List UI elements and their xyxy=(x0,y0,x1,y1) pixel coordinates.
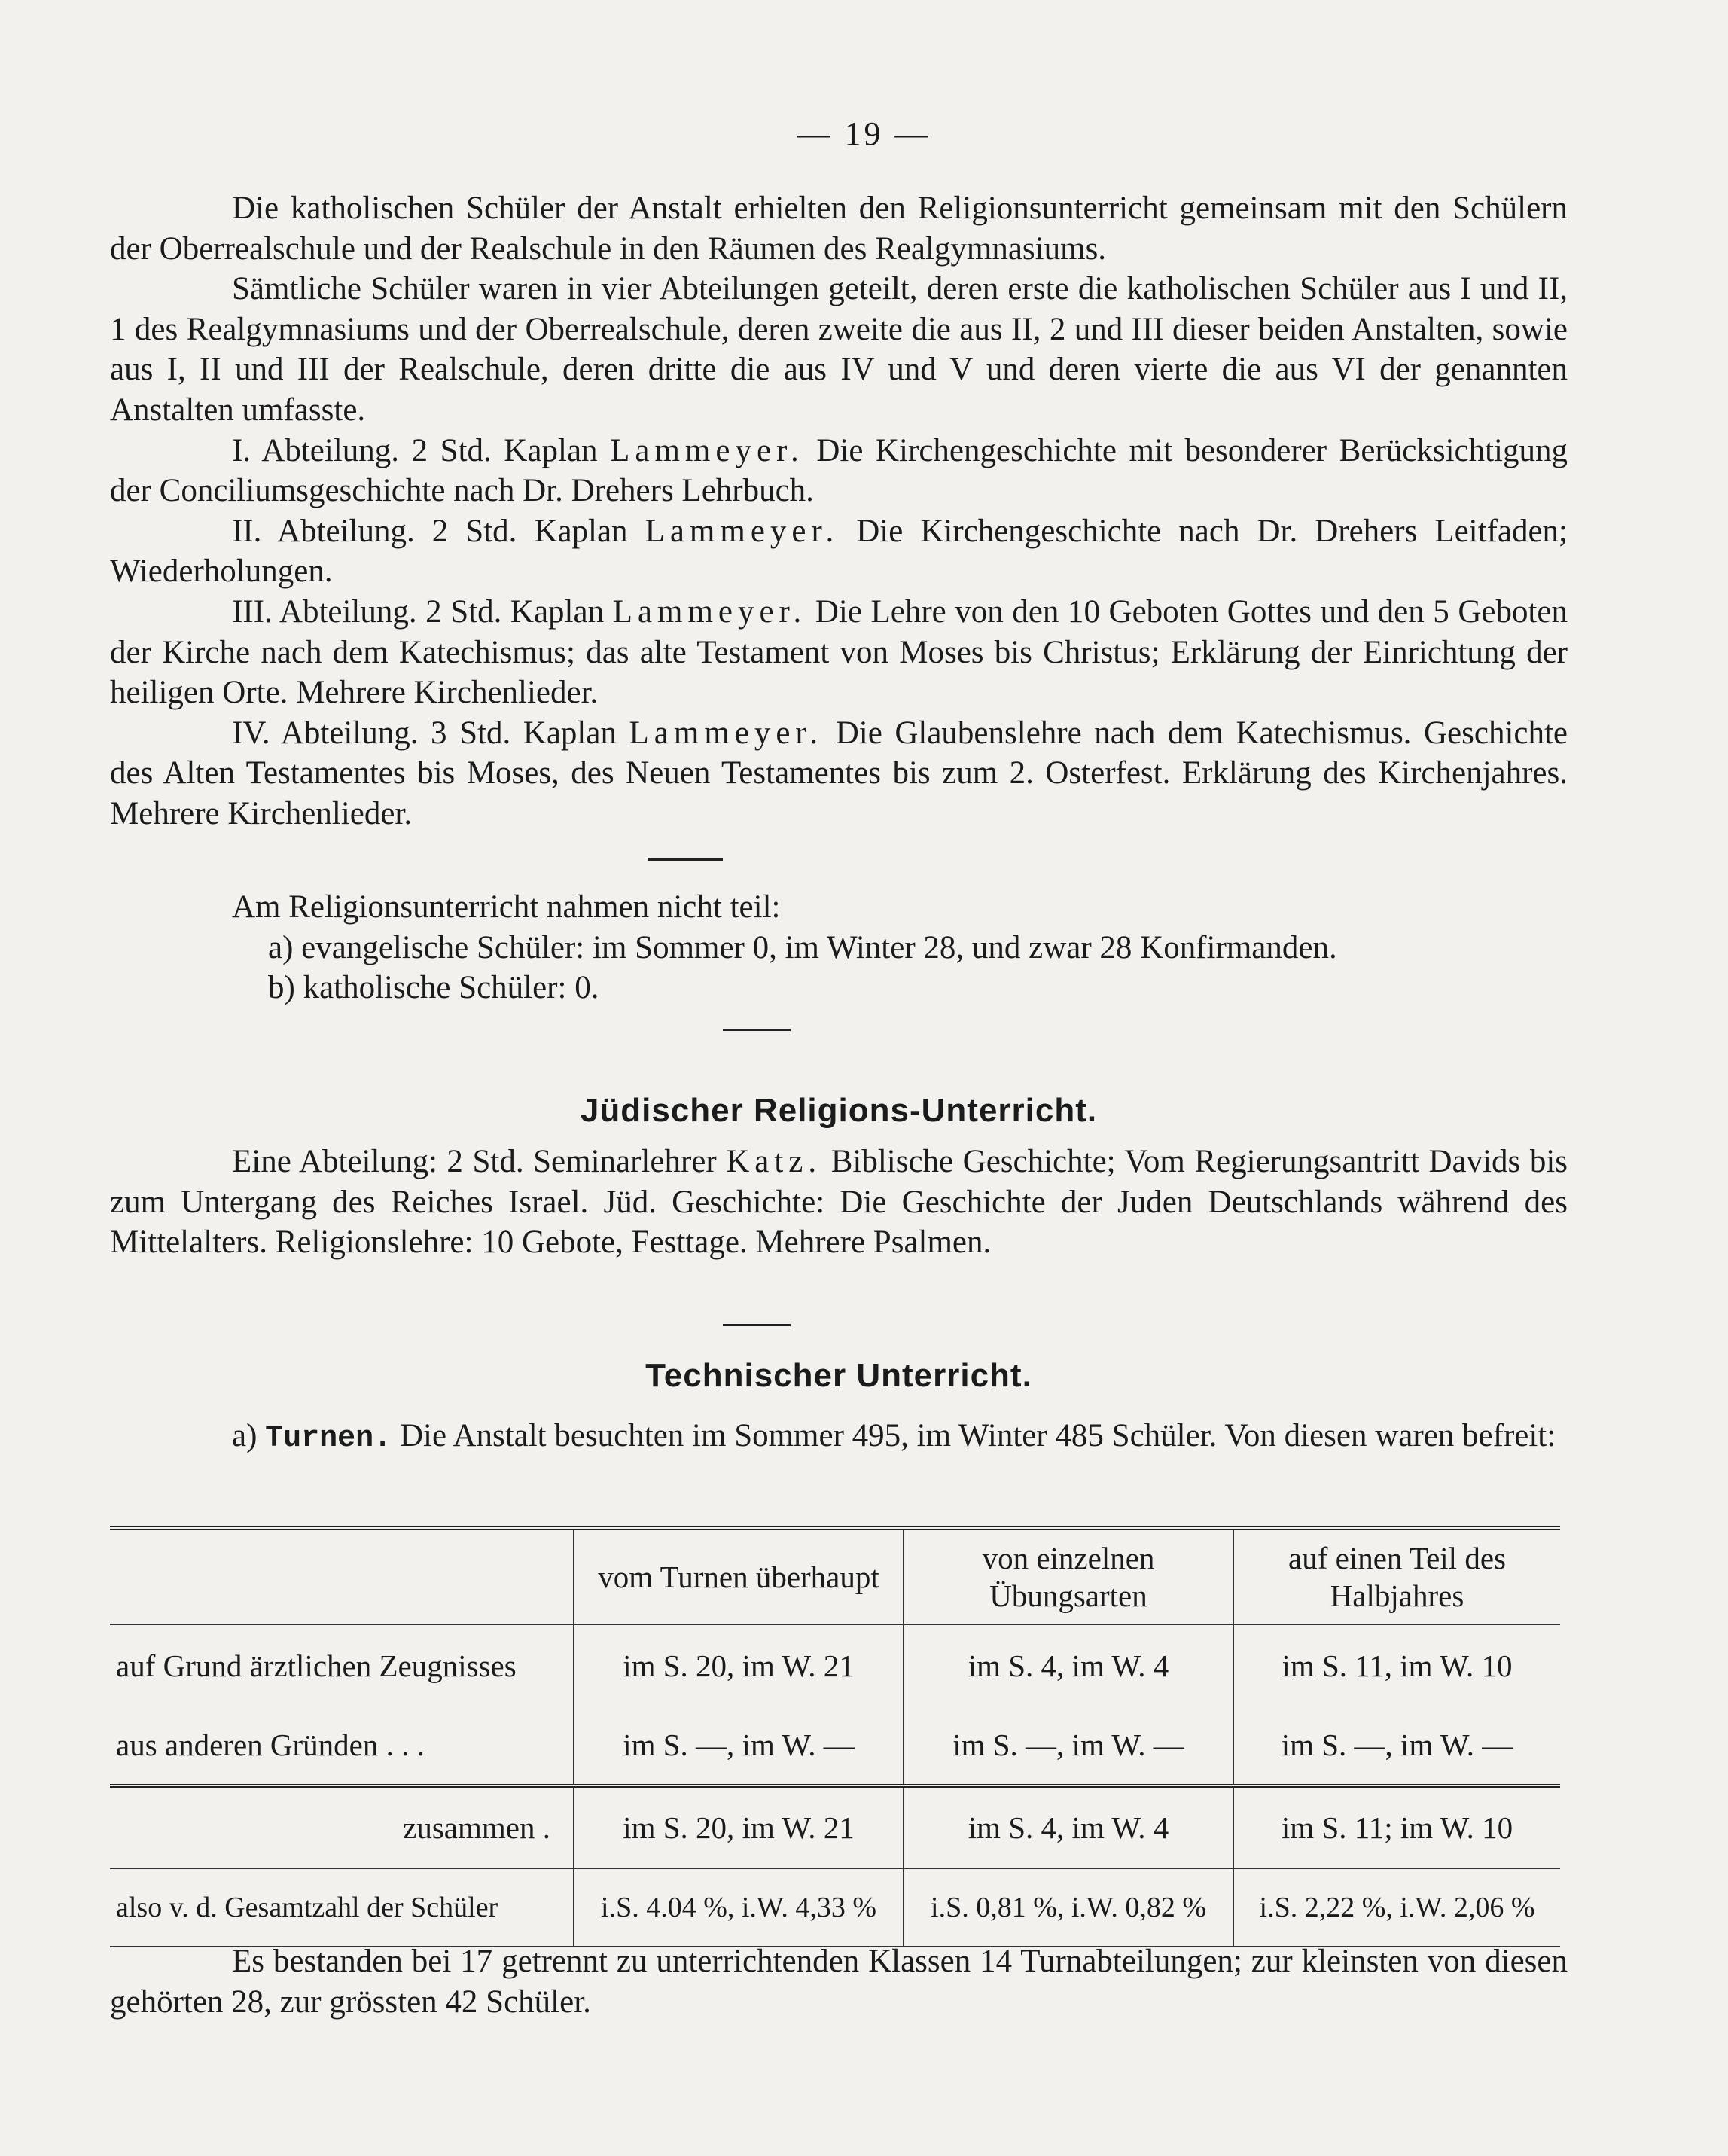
teacher-name: Lammeyer. xyxy=(645,513,840,549)
table-row xyxy=(110,1868,1560,1947)
divider xyxy=(648,858,723,861)
subsection-label: Turnen. xyxy=(265,1422,392,1456)
table-row xyxy=(110,1785,1560,1868)
catholic-section xyxy=(110,188,1568,834)
abteilung-text: Die Glaubenslehre nach dem Katechismus. Geschichte des Alten Testamentes bis Moses, des Neuen Testamentes bis zum 2. Osterfest. Erklärung des Kirchenjahres. Mehrere Kirchenlieder. xyxy=(110,715,1568,831)
paragraph: Die katholischen Schüler der Anstalt erhielten den Religionsunterricht gemeinsam mit den Schülern der Oberrealschule und der Realschule in den Räumen des Realgymnasiums. xyxy=(110,191,1568,267)
table-cell: auf Grund ärztlichen Zeugnisses xyxy=(116,1648,517,1683)
jewish-lead: Eine Abteilung: 2 Std. Seminarlehrer xyxy=(232,1144,717,1179)
list-item: a) evangelische Schüler: im Sommer 0, im Winter 28, und zwar 28 Konfirmanden. xyxy=(268,929,1337,965)
table-header-cell: vom Turnen überhaupt xyxy=(574,1528,904,1624)
abteilung-head: II. Abteilung. 2 Std. Kaplan xyxy=(232,513,628,549)
table-row xyxy=(110,1706,1560,1785)
table-cell: im S. 4, im W. 4 xyxy=(904,1624,1233,1706)
teacher-name: Lammeyer. xyxy=(612,593,807,630)
technical-section xyxy=(110,1416,1568,1459)
table-cell: im S. —, im W. — xyxy=(904,1706,1233,1785)
teacher-name: Lammeyer. xyxy=(629,715,824,751)
closing-section xyxy=(110,1941,1568,2022)
paragraph xyxy=(110,1142,1568,1263)
abteilung-head: III. Abteilung. 2 Std. Kaplan xyxy=(232,593,605,630)
divider xyxy=(723,1029,791,1031)
table-cell: im S. 20, im W. 21 xyxy=(574,1624,904,1706)
abteilung-head: IV. Abteilung. 3 Std. Kaplan xyxy=(232,715,617,751)
table-cell: im S. 20, im W. 21 xyxy=(574,1785,904,1868)
abteilung-text: Die Kirchengeschichte mit besonderer Berücksichtigung der Conciliumsgeschichte nach Dr. Drehers Lehrbuch. xyxy=(110,432,1568,509)
divider xyxy=(723,1324,791,1326)
table-cell: im S. —, im W. — xyxy=(1233,1706,1560,1785)
abteilung-4 xyxy=(110,713,1568,834)
table-header-row xyxy=(110,1528,1560,1624)
abteilung-head: I. Abteilung. 2 Std. Kaplan xyxy=(232,432,598,468)
jewish-heading: Jüdischer Religions-Unterricht. xyxy=(580,1092,1098,1129)
table-cell: i.S. 4.04 %, i.W. 4,33 % xyxy=(574,1868,904,1947)
list-item: b) katholische Schüler: 0. xyxy=(268,970,599,1006)
nonparticipation-list xyxy=(110,928,1568,1008)
abteilung-text: Die Kirchengeschichte nach Dr. Drehers Leitfaden; Wiederholungen. xyxy=(110,513,1568,590)
table-cell: im S. 11; im W. 10 xyxy=(1233,1785,1560,1868)
table-header-cell: von einzelnen Übungsarten xyxy=(904,1528,1233,1624)
table-header-cell xyxy=(110,1528,574,1624)
table-cell: im S. 4, im W. 4 xyxy=(904,1785,1233,1868)
jewish-section xyxy=(110,1142,1568,1263)
table-row xyxy=(110,1624,1560,1706)
paragraph xyxy=(110,1416,1568,1459)
abteilung-3 xyxy=(110,592,1568,713)
table-cell: im S. 11, im W. 10 xyxy=(1233,1624,1560,1706)
nonparticipation-intro: Am Religionsunterricht nahmen nicht teil: xyxy=(232,889,781,925)
teacher-name: Lammeyer. xyxy=(610,432,804,468)
page-number: — 19 — xyxy=(797,115,931,152)
table-cell: im S. —, im W. — xyxy=(574,1706,904,1785)
table-cell: i.S. 2,22 %, i.W. 2,06 % xyxy=(1233,1868,1560,1947)
abteilung-text: Die Lehre von den 10 Geboten Gottes und den 5 Geboten der Kirche nach dem Katechismus; das alte Testament von Moses bis Christus; Erklärung der Einrichtung der heiligen Orte. Mehrere Kirchenlieder. xyxy=(110,593,1568,711)
abteilung-2 xyxy=(110,511,1568,592)
subsection-prefix: a) xyxy=(232,1418,258,1453)
closing-paragraph: Es bestanden bei 17 getrennt zu unterrichtenden Klassen 14 Turnabteilungen; zur kleinsten von diesen gehörten 28, zur grössten 42 Schüler. xyxy=(110,1944,1568,2020)
table-cell: aus anderen Gründen . . . xyxy=(116,1727,425,1762)
table-cell: i.S. 0,81 %, i.W. 0,82 % xyxy=(904,1868,1233,1947)
nonparticipation-section xyxy=(110,887,1568,1008)
table-cell: also v. d. Gesamtzahl der Schüler xyxy=(116,1892,498,1923)
paragraph: Sämtliche Schüler waren in vier Abteilungen geteilt, deren erste die katholischen Schüler aus I und II, 1 des Realgymnasiums und der Oberrealschule, deren zweite die aus II, 2 und III dieser beiden Anstalten, sowie aus I, II und III der Realschule, deren dritte die aus IV und V und deren vierte die aus VI der genannten Anstalten umfasste. xyxy=(110,271,1568,428)
exemption-table xyxy=(110,1526,1560,1947)
technical-heading: Technischer Unterricht. xyxy=(645,1357,1032,1394)
teacher-name: Katz. xyxy=(726,1144,822,1179)
jewish-text: Biblische Geschichte; Vom Regierungsantritt Davids bis zum Untergang des Reiches Israel. Jüd. Geschichte: Die Geschichte der Juden Deutschlands während des Mittelalters. Religionslehre: 10 Gebote, Festtage. Mehrere Psalmen. xyxy=(110,1144,1568,1261)
table-cell: zusammen . xyxy=(403,1810,550,1845)
technical-text: Die Anstalt besuchten im Sommer 495, im Winter 485 Schüler. Von diesen waren befreit: xyxy=(399,1418,1556,1453)
abteilung-1 xyxy=(110,431,1568,511)
table-header-cell: auf einen Teil des Halbjahres xyxy=(1233,1528,1560,1624)
